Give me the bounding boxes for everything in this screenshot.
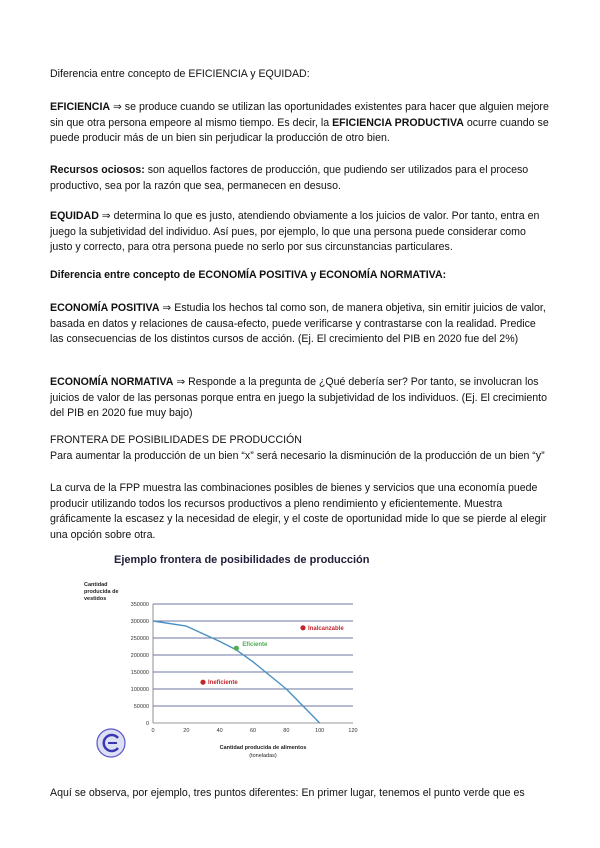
eficiencia-paragraph: EFICIENCIA ⇒ se produce cuando se utilizan las oportunidades existentes para hacer que alguien mejore sin que otra persona empeore al mismo tiempo. Es decir, la EFICIENCIA PRODUCTIVA ocurre cuando se puede producir más de un bien sin perjudicar la producción de otro bien. xyxy=(50,101,549,145)
equidad-paragraph: EQUIDAD ⇒ determina lo que es justo, atendiendo obviamente a los juicios de valor. Por tanto, entra en juego la subjetividad del individuo. Así pues, por ejemplo, lo que una persona puede considerar como justo y correcto, para otra persona puede no serlo por sus circunstancias particulares. xyxy=(50,210,540,254)
y-axis-label: producida de xyxy=(84,589,119,595)
x-tick-label: 120 xyxy=(348,728,358,734)
point-eficiente xyxy=(234,646,239,651)
frontera-line: Para aumentar la producción de un bien “x” será necesario la disminución de la producción de un bien “y” xyxy=(50,450,545,462)
x-tick-label: 60 xyxy=(249,728,257,734)
x-tick-label: 0 xyxy=(151,728,155,734)
frontera-paragraph: La curva de la FPP muestra las combinaciones posibles de bienes y servicios que una economía puede producir utilizando todos los recursos productivos a pleno rendimiento y eficientemente. Muestra gráficamente la escasez y la necesidad de elegir, y el coste de oportunidad mide lo que se pierde al elegir una opción sobre otra. xyxy=(50,482,547,541)
point-label: Inalcanzable xyxy=(308,625,344,632)
positiva-term: ECONOMÍA POSITIVA xyxy=(50,302,160,314)
point-label: Eficiente xyxy=(242,642,268,649)
x-axis-label: Cantidad producida de alimentos xyxy=(219,745,307,751)
normativa-term: ECONOMÍA NORMATIVA xyxy=(50,376,174,388)
x-tick-label: 40 xyxy=(216,728,223,734)
y-tick-label: 300000 xyxy=(130,619,149,625)
recursos-term: Recursos ociosos: xyxy=(50,164,145,176)
y-axis-label: Cantidad xyxy=(84,582,108,588)
y-tick-label: 0 xyxy=(145,721,149,727)
y-tick-label: 100000 xyxy=(130,687,149,693)
recursos-paragraph: Recursos ociosos: son aquellos factores de producción, que pudiendo ser utilizados para el proceso productivo, sea por la razón que sea, permanecen en desuso. xyxy=(50,164,529,192)
chart-svg xyxy=(78,548,378,778)
point-ineficiente xyxy=(200,680,205,685)
y-axis-label: vestidos xyxy=(84,596,107,602)
x-axis-label: (toneladas) xyxy=(249,753,277,759)
point-inalcanzable xyxy=(300,625,305,630)
normativa-paragraph: ECONOMÍA NORMATIVA ⇒ Responde a la pregunta de ¿Qué debería ser? Por tanto, se involucran los juicios de valor de las personas porque entra en juego la subjetividad de los individuos. (Ej. El crecimiento del PIB en 2020 fue muy bajo) xyxy=(50,376,548,420)
y-tick-label: 250000 xyxy=(130,636,149,642)
positiva-paragraph: ECONOMÍA POSITIVA ⇒ Estudia los hechos tal como son, de manera objetiva, sin emitir juicios de valor, basada en datos y relaciones de causa-efecto, puede verificarse y contrastarse con la realidad. Predice las consecuencias de los distintos cursos de acción. (Ej. El crecimiento del PIB en 2020 fue del 2%) xyxy=(50,302,546,346)
eficiencia-term: EFICIENCIA xyxy=(50,101,111,113)
x-tick-label: 80 xyxy=(283,728,290,734)
ppf-chart xyxy=(78,548,378,778)
eficiencia-productiva-term: EFICIENCIA PRODUCTIVA xyxy=(332,116,464,129)
equidad-term: EQUIDAD xyxy=(50,210,99,222)
x-tick-label: 100 xyxy=(315,728,325,734)
economia-heading: Diferencia entre concepto de ECONOMÍA POSITIVA y ECONOMÍA NORMATIVA: xyxy=(50,269,447,281)
frontera-heading: FRONTERA DE POSIBILIDADES DE PRODUCCIÓN xyxy=(50,434,302,446)
last-line: Aquí se observa, por ejemplo, tres puntos diferentes: En primer lugar, tenemos el punto verde que es xyxy=(50,787,525,799)
y-tick-label: 50000 xyxy=(133,704,149,710)
y-tick-label: 150000 xyxy=(130,670,149,676)
y-tick-label: 200000 xyxy=(130,653,149,659)
chart-title: Ejemplo frontera de posibilidades de producción xyxy=(114,554,370,566)
x-tick-label: 20 xyxy=(183,728,190,734)
y-tick-label: 350000 xyxy=(130,602,149,608)
intro-line: Diferencia entre concepto de EFICIENCIA y EQUIDAD: xyxy=(50,68,310,80)
point-label: Ineficiente xyxy=(208,680,238,687)
